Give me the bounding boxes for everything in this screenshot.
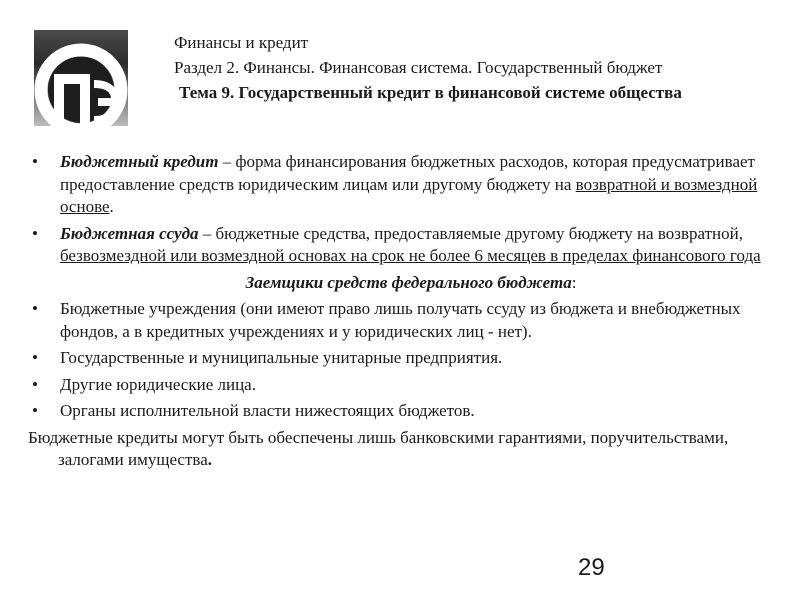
definition-text: – бюджетные средства, предоставляемые другому бюджету на возвратной, [198, 223, 743, 243]
borrower-item [28, 298, 768, 343]
borrower-item [28, 400, 768, 423]
underlined-text: безвозмездной или возмездной основах на срок не более 6 месяцев в пределах финансового года [60, 246, 761, 265]
page-number: 29 [578, 554, 605, 581]
borrower-item [28, 347, 768, 370]
underlined-text: возвратной и возмездной основе [60, 174, 758, 216]
borrower-text: Другие юридические лица. [60, 374, 256, 394]
bullet: • [32, 152, 38, 171]
topic-title: Тема 9. Государственный кредит в финансовой системе общества [179, 83, 682, 102]
bullet: • [32, 223, 38, 243]
borrower-text: Государственные и муниципальные унитарные предприятия. [60, 348, 503, 367]
borrower-text: Органы исполнительной власти нижестоящих бюджетов. [60, 401, 475, 420]
bullet: • [32, 299, 38, 318]
course-title: Финансы и кредит [174, 33, 309, 52]
borrower-item [28, 374, 768, 397]
borrower-text: Бюджетные учреждения (они имеют право лишь получать ссуду из бюджета и внебюджетных фондов, а в кредитных учреждениях и у юридических лиц - нет). [60, 299, 741, 341]
bullet: • [32, 374, 38, 394]
term: Бюджетная ссуда [60, 223, 199, 243]
slide-body [28, 151, 768, 472]
definition-text: – форма финансирования бюджетных расходов, которая предусматривает предоставление средств юридическим лицам или другому бюджету на [60, 152, 755, 194]
closing-text: Бюджетные кредиты могут быть обеспечены лишь банковскими гарантиями, поручительствами, залогами имущества [28, 427, 729, 469]
definition-budget-credit [28, 151, 768, 219]
borrowers-heading [28, 272, 768, 295]
pg-logo-icon [34, 30, 128, 126]
section-title: Раздел 2. Финансы. Финансовая система. Государственный бюджет [174, 58, 663, 77]
borrowers-heading-colon: : [571, 272, 577, 292]
slide-header [174, 30, 774, 105]
bullet: • [32, 401, 38, 420]
definition-budget-loan [28, 223, 768, 268]
closing-end: . [207, 450, 213, 469]
bullet: • [32, 348, 38, 367]
borrowers-heading-text: Заемщики средств федерального бюджета [245, 272, 572, 292]
definition-end: . [109, 197, 114, 216]
closing-paragraph [28, 427, 768, 472]
term: Бюджетный кредит [60, 152, 219, 171]
